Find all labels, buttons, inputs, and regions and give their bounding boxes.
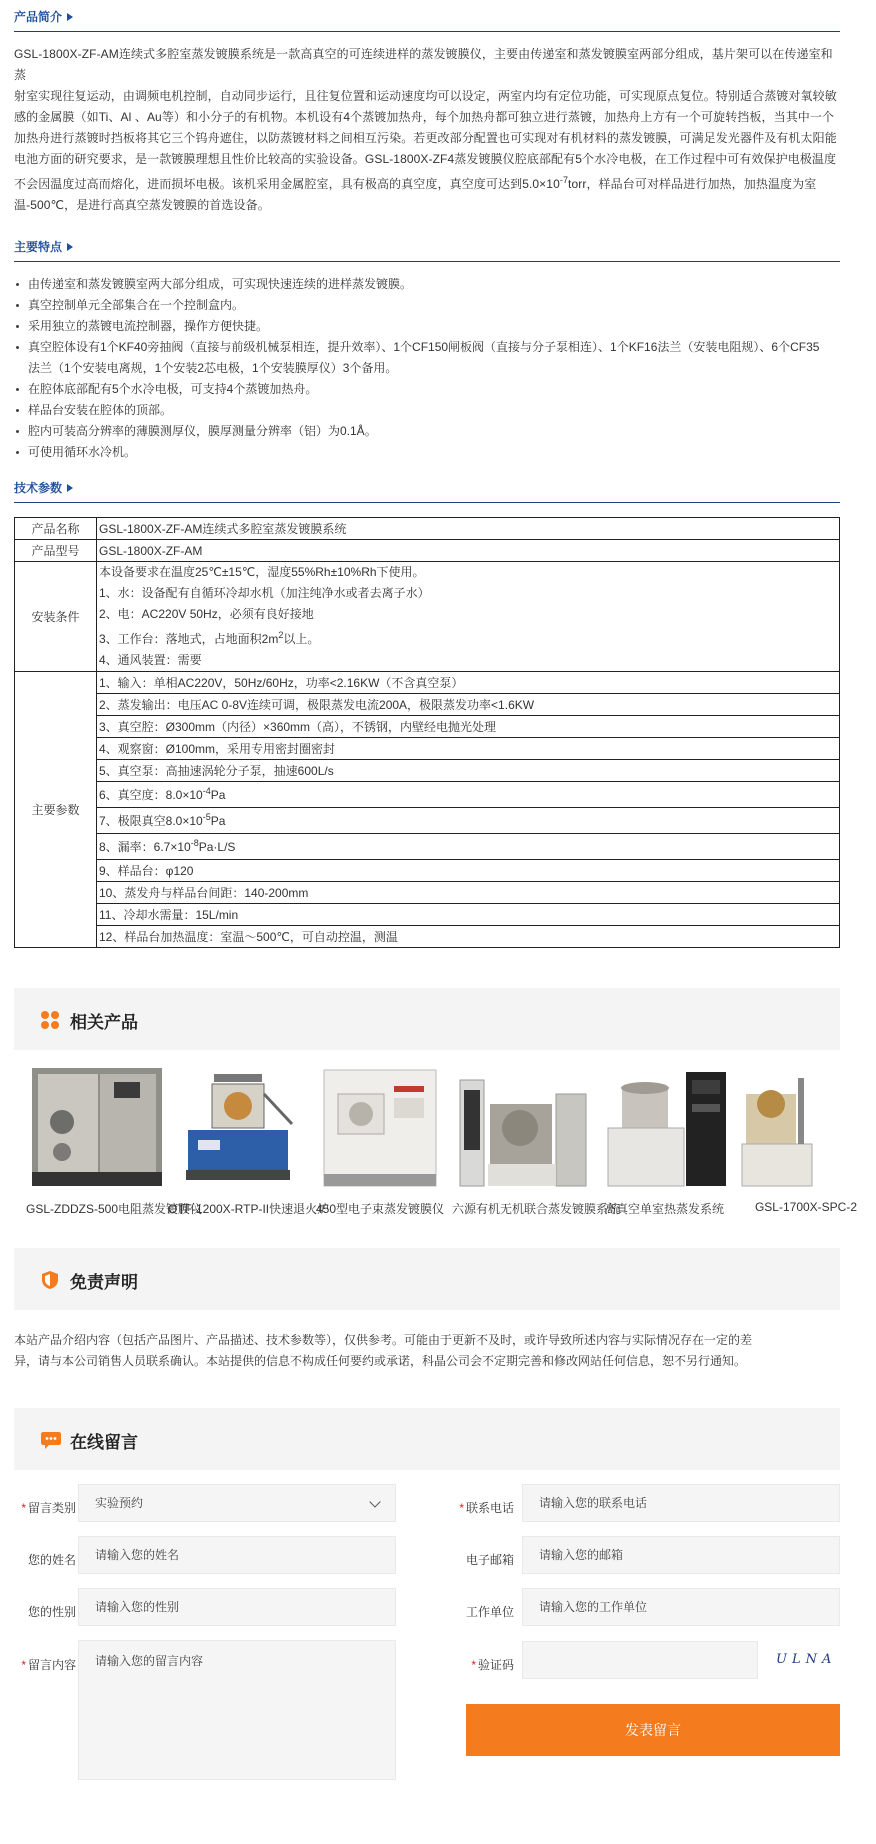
feature-item: 腔内可装高分辨率的薄膜测厚仪，膜厚测量分辨率（铝）为0.1Å。 [14,421,840,442]
disclaimer-line: 异，请与本公司销售人员联系确认。本站提供的信息不构成任何要约或承诺，科晶公司会不定期完善和修改网站任何信息，恕不另行通知。 [14,1354,747,1368]
disclaimer-line: 本站产品介绍内容（包括产品图片、产品描述、技术参数等），仅供参考。可能由于更新不及时，或许导致所述内容与实际情况存在一定的差 [14,1333,753,1347]
table-row [15,782,840,808]
product-caption[interactable]: GSL-ZDDZS-500电阻蒸发镀膜仪 [26,1202,203,1216]
related-title: 相关产品 [70,1013,138,1032]
feature-item: 真空腔体设有1个KF40旁抽阀（直接与前级机械泵相连，提升效率）、1个CF150闸板阀（直接与分子泵相连）、1个KF16法兰（安装电阻规）、6个CF35 法兰（1个安装电离规，1个安装2芯电极，1个安装膜厚仪）3个备用。 [14,337,840,379]
intro-line: 温-500℃，是进行高真空蒸发镀膜的首选设备。 [14,198,270,212]
install-line: 3、工作台：落地式，占地面积$2m^2$以上。 [99,630,320,646]
feature-item: 可使用循环水冷机。 [14,442,840,463]
features-list [14,274,840,463]
product-image[interactable] [310,1064,450,1190]
gender-label: 您的性别 [27,1605,76,1619]
related-product-card[interactable] [594,1064,734,1216]
table-row [15,672,840,694]
related-product-card[interactable] [452,1064,621,1216]
disclaimer-title: 免责声明 [70,1273,138,1292]
triangle-right-icon [67,484,73,492]
intro-section-title: 产品简介 [14,8,73,25]
product-caption[interactable]: OTF-1200X-RTP-II快速退火炉 [168,1202,330,1216]
install-line: 本设备要求在温度25℃±15℃，湿度55%Rh±10%Rh下使用。 [99,565,425,579]
table-value: 7、极限真空$8.0\times 10^{-5}Pa$ [97,808,840,834]
product-detail [14,0,858,1844]
params-section-header [14,471,840,503]
table-row [15,694,840,716]
email-label: 电子邮箱 [465,1553,514,1567]
table-value: 1、输入：单相AC220V，50Hz/60Hz，功率<2.16KW（不含真空泵） [97,672,840,694]
product-image[interactable] [26,1064,166,1190]
table-row [15,760,840,782]
intro-line: GSL-1800X-ZF-AM连续式多腔室蒸发镀膜系统是一款高真空的可连续进样的蒸发镀膜仪，主要由传递室和蒸发镀膜室两部分组成，基片架可以在传递室和蒸 [14,47,833,82]
company-label: 工作单位 [465,1605,514,1619]
related-carousel[interactable] [14,1064,858,1216]
chevron-down-icon [369,1496,380,1507]
product-caption[interactable]: GSL-1700X-SPC-2 [754,1200,858,1214]
message-title: 在线留言 [70,1433,138,1452]
product-image[interactable] [594,1064,734,1190]
intro-text [14,44,840,216]
features-section-header [14,230,840,262]
intro-section-header [14,0,840,32]
table-row [15,834,840,860]
related-product-card[interactable] [310,1064,450,1216]
related-product-card[interactable] [26,1064,203,1216]
spec-table [14,517,840,948]
intro-line: 感的金属膜（如Ti、Al 、Au等）和小分子的有机物。本机设有4个蒸镀加热舟，每个加热舟都可独立进行蒸镀，加热舟上方有一个可旋转挡板，当其中一个 [14,110,835,124]
table-label: 产品名称 [15,518,97,540]
intro-line: 不会因温度过高而熔化，进而损坏电极。该机采用金属腔室，具有极高的真空度，真空度可达到$5.0\times 10^{-7}torr$，样品台可对样品进行加热，加热温度为室 [14,175,817,191]
table-row [15,562,840,672]
content-label: * 留言内容 [21,1658,76,1672]
grid-icon [40,1010,60,1030]
feature-item: 样品台安装在腔体的顶部。 [14,400,840,421]
captcha-label: * 验证码 [471,1658,514,1672]
name-input[interactable]: 请输入您的姓名 [78,1536,396,1574]
intro-line: 电池方面的研究要求，是一款镀膜理想且性价比较高的实验设备。GSL-1800X-ZF4蒸发镀膜仪腔底部配有5个水冷电极，在工作过程中可有效保护电极温度 [14,152,837,166]
disclaimer-header [14,1248,840,1310]
table-value: 10、蒸发舟与样品台间距：140-200mm [97,882,840,904]
disclaimer-text [14,1330,840,1372]
product-caption[interactable]: 高真空单室热蒸发系统 [603,1202,724,1216]
triangle-right-icon [67,13,73,21]
category-select[interactable]: 实验预约 [78,1484,396,1522]
product-image[interactable] [452,1064,592,1190]
company-input[interactable]: 请输入您的工作单位 [522,1588,840,1626]
table-row [15,860,840,882]
table-value: 3、真空腔：Ø300mm（内径）×360mm（高），不锈钢，内壁经电抛光处理 [97,716,840,738]
table-row [15,808,840,834]
message-form [14,1484,840,1844]
install-line: 4、通风装置：需要 [99,653,202,667]
shield-icon [40,1270,60,1290]
table-row [15,738,840,760]
message-header [14,1408,840,1470]
intro-line: 射室实现往复运动，由调频电机控制，自动同步运行，且往复位置和运动速度均可以设定，两室内均有定位功能，可实现原点复位。特别适合蒸镀对氧较敏 [14,89,837,103]
params-section-title: 技术参数 [14,479,73,496]
table-value: 11、冷却水需量：15L/min [97,904,840,926]
install-line: 2、电：AC220V 50Hz，必须有良好接地 [99,607,314,621]
product-image[interactable] [168,1064,308,1190]
intro-line: 加热舟进行蒸镀时挡板将其它三个钨舟遮住，以防蒸镀材料之间相互污染。若更改部分配置也可实现对有机材料的蒸发镀膜，可满足发光器件及有机太阳能 [14,131,837,145]
name-label: 您的姓名 [27,1553,76,1567]
table-value: 6、真空度：$8.0\times 10^{-4}Pa$ [97,782,840,808]
table-label: 主要参数 [15,672,97,948]
related-product-card[interactable] [736,1064,876,1216]
gender-input[interactable]: 请输入您的性别 [78,1588,396,1626]
table-value: 9、样品台：φ120 [97,860,840,882]
phone-label: * 联系电话 [459,1501,514,1515]
table-value: 4、观察窗：Ø100mm，采用专用密封圈密封 [97,738,840,760]
product-image[interactable] [736,1064,876,1190]
table-value: 8、漏率：$6.7\times 10^{-8}Pa\cdot L/S$ [97,834,840,860]
table-value: 5、真空泵：高抽速涡轮分子泵，抽速600L/s [97,760,840,782]
product-caption[interactable]: 六源有机无机联合蒸发镀膜系统 [452,1202,621,1216]
table-row [15,882,840,904]
triangle-right-icon [67,243,73,251]
captcha-image[interactable]: ULNA [776,1652,837,1667]
install-line: 1、水：设备配有自循环冷却水机（加注纯净水或者去离子水） [99,586,430,600]
table-row [15,904,840,926]
feature-item: 采用独立的蒸镀电流控制器，操作方便快捷。 [14,316,840,337]
category-label: * 留言类别 [21,1501,76,1515]
feature-item: 真空控制单元全部集合在一个控制盒内。 [14,295,840,316]
captcha-input[interactable] [522,1641,758,1679]
table-row [15,540,840,562]
related-header [14,988,840,1050]
email-input[interactable]: 请输入您的邮箱 [522,1536,840,1574]
install-conditions [97,562,840,672]
table-value: 2、蒸发输出：电压AC 0-8V连续可调，极限蒸发电流200A，极限蒸发功率<1.6KW [97,694,840,716]
table-label: 产品型号 [15,540,97,562]
related-product-card[interactable] [168,1064,330,1216]
table-value: GSL-1800X-ZF-AM连续式多腔室蒸发镀膜系统 [97,518,840,540]
submit-button[interactable]: 发表留言 [466,1704,840,1756]
feature-item: 在腔体底部配有5个水冷电极，可支持4个蒸镀加热舟。 [14,379,840,400]
table-row [15,716,840,738]
chat-icon [40,1430,62,1450]
table-label: 安装条件 [15,562,97,672]
table-value: GSL-1800X-ZF-AM [97,540,840,562]
table-row [15,926,840,948]
feature-item: 由传递室和蒸发镀膜室两大部分组成，可实现快速连续的进样蒸发镀膜。 [14,274,840,295]
table-value: 12、样品台加热温度：室温～500℃，可自动控温，测温 [97,926,840,948]
table-row [15,518,840,540]
product-caption[interactable]: 450型电子束蒸发镀膜仪 [315,1202,445,1216]
content-textarea[interactable]: 请输入您的留言内容 [78,1640,396,1780]
features-section-title: 主要特点 [14,238,73,255]
phone-input[interactable]: 请输入您的联系电话 [522,1484,840,1522]
